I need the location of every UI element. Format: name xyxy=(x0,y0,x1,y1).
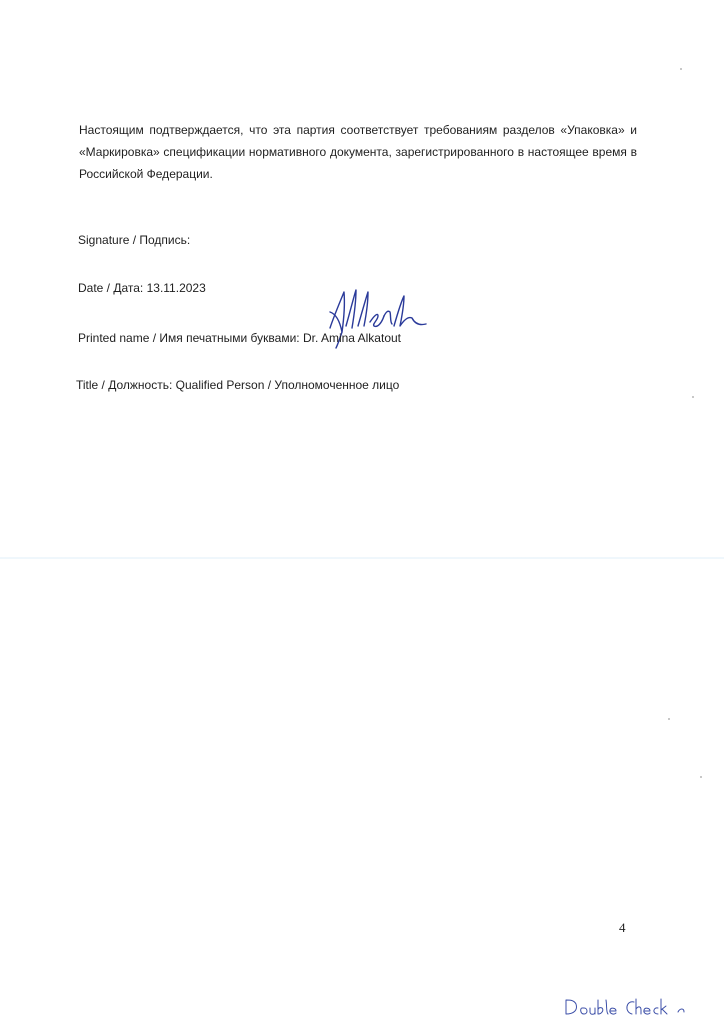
printed-name-line: Printed name / Имя печатными буквами: Dr. Amina Alkatout xyxy=(78,331,401,345)
scan-speck xyxy=(680,68,682,70)
scan-line xyxy=(0,557,724,559)
confirmation-paragraph: Настоящим подтверждается, что эта партия соответствует требованиям разделов «Упаковка» и «Маркировка» спецификации нормативного документа, зарегистрированного в настоящее время в Российской Федерации. xyxy=(79,123,637,181)
signature-label: Signature / Подпись: xyxy=(78,233,191,247)
handwritten-note xyxy=(562,994,692,1020)
scan-speck xyxy=(668,718,670,720)
scan-speck xyxy=(692,396,694,398)
title-line: Title / Должность: Qualified Person / Уполномоченное лицо xyxy=(76,378,400,392)
page-number: 4 xyxy=(619,920,626,935)
scan-speck xyxy=(700,776,702,778)
date-line: Date / Дата: 13.11.2023 xyxy=(78,281,206,295)
